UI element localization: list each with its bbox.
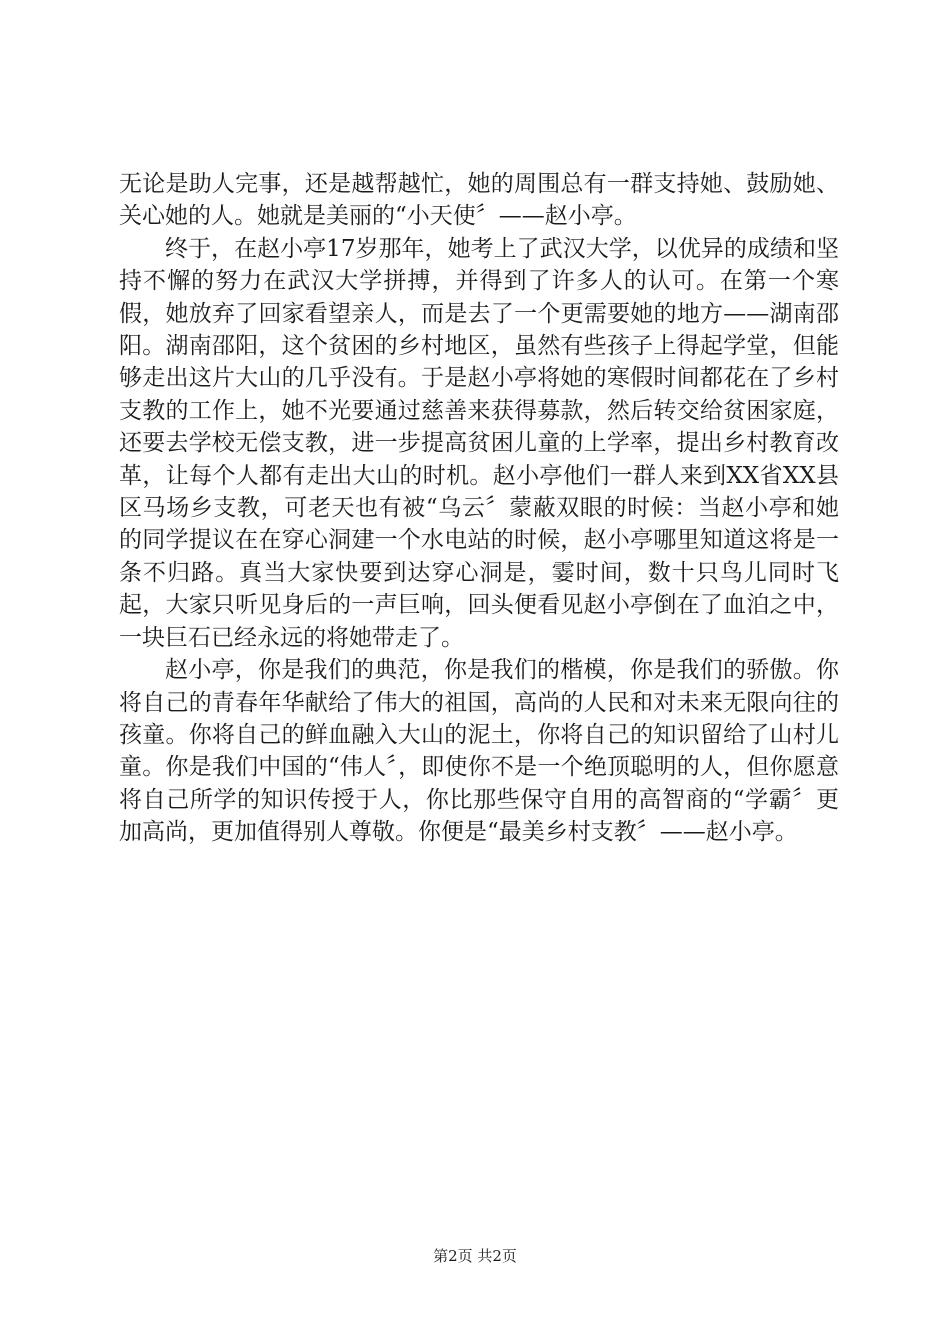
paragraph-wuhan-university: 终于，在赵小亭17岁那年，她考上了武汉大学，以优异的成绩和坚持不懈的努力在武汉大学拼搏，并得到了许多人的认可。在第一个寒假，她放弃了回家看望亲人，而是去了一个更需要她的地方——湖南邵阳。湖南邵阳，这个贫困的乡村地区，虽然有些孩子上得起学堂，但能够走出这片大山的几乎没有。于是赵小亭将她的寒假时间都花在了乡村支教的工作上，她不光要通过慈善来获得募款，然后转交给贫困家庭，还要去学校无偿支教，进一步提高贫困儿童的上学率，提出乡村教育改革，让每个人都有走出大山的时机。赵小亭他们一群人来到XX省XX县区马场乡支教，可老天也有被“乌云〞蒙蔽双眼的时候：当赵小亭和她的同学提议在在穿心洞建一个水电站的时候，赵小亭哪里知道这将是一条不归路。真当大家快要到达穿心洞是，霎时间，数十只鸟儿同时飞起，大家只听见身后的一声巨响，回头便看见赵小亭倒在了血泊之中，一块巨石已经永远的将她带走了。 — [119, 235, 839, 651]
paragraph-tribute: 赵小亭，你是我们的典范，你是我们的楷模，你是我们的骄傲。你将自己的青春年华献给了伟大的祖国，高尚的人民和对未来无限向往的孩童。你将自己的鲜血融入大山的泥土，你将自己的知识留给了山村儿童。你是我们中国的“伟人〞，即使你不是一个绝顶聪明的人，但你愿意将自己所学的知识传授于人，你比那些保守自用的高智商的“学霸〞更加高尚，更加值得别人尊敬。你便是“最美乡村支教〞——赵小亭。 — [119, 657, 839, 846]
page-number-footer: 第2页 共2页 — [433, 1247, 517, 1265]
document-body — [119, 168, 839, 849]
paragraph-continuation: 无论是助人完事，还是越帮越忙，她的周围总有一群支持她、鼓励她、关心她的人。她就是美丽的“小天使〞——赵小亭。 — [119, 171, 839, 230]
